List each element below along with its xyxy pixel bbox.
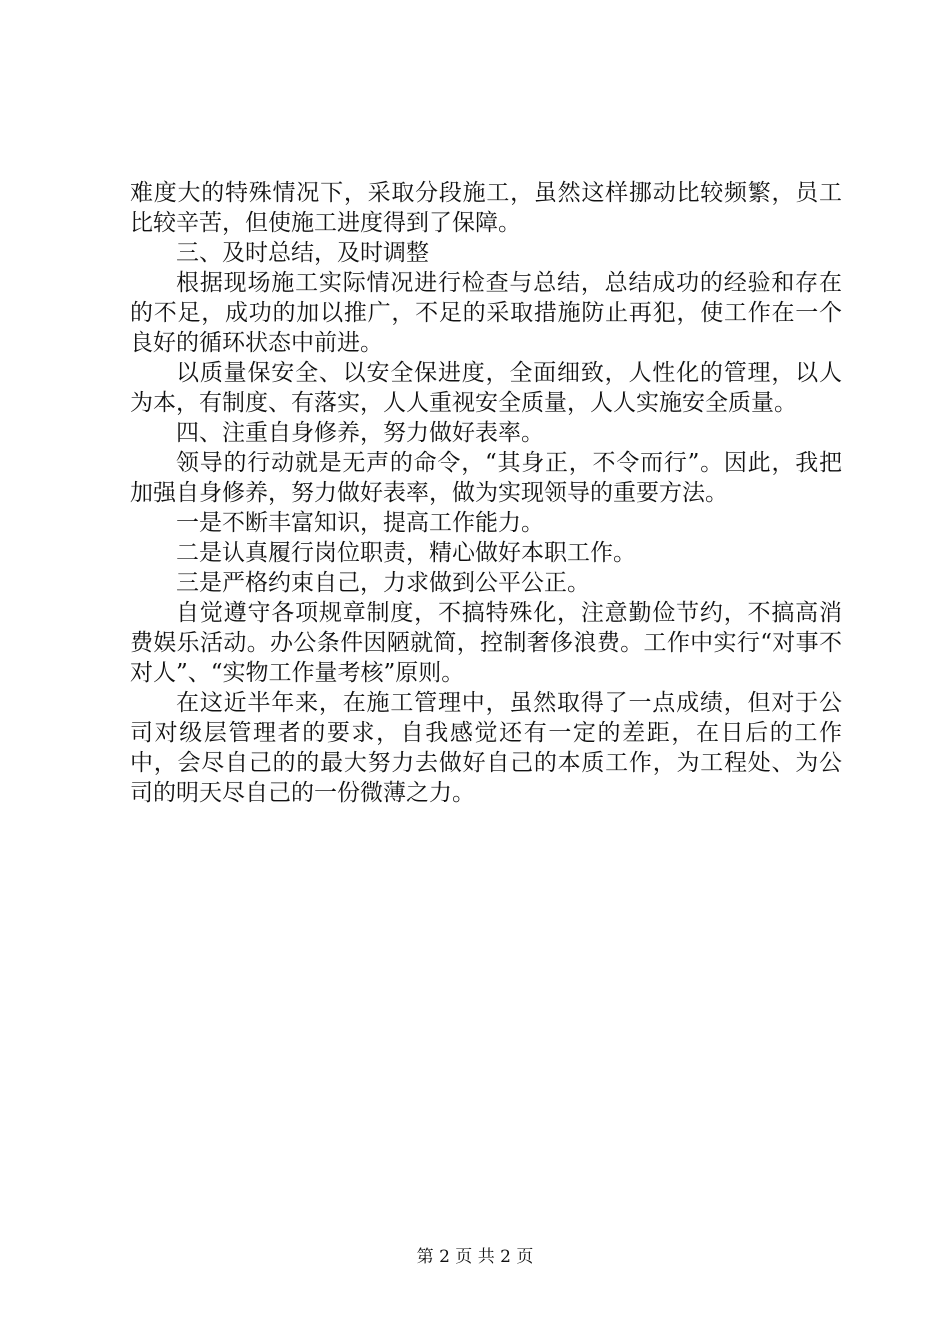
section-heading-3: 三、及时总结，及时调整 bbox=[176, 240, 429, 266]
paragraph: 在这近半年来，在施工管理中，虽然取得了一点成绩，但对于公司对级层管理者的要求，自我感觉还有一定的差距，在日后的工作中，会尽自己的的最大努力去做好自己的本质工作，为工程处、为公司的明天尽自己的一份微薄之力。 bbox=[130, 690, 842, 806]
document-body bbox=[130, 178, 842, 808]
list-item: 一是不断丰富知识，提高工作能力。 bbox=[176, 510, 544, 536]
paragraph-continuation: 难度大的特殊情况下，采取分段施工，虽然这样挪动比较频繁，员工比较辛苦，但使施工进度得到了保障。 bbox=[130, 180, 842, 236]
paragraph: 以质量保安全、以安全保进度，全面细致，人性化的管理，以人为本，有制度、有落实，人人重视安全质量，人人实施安全质量。 bbox=[130, 360, 842, 416]
section-heading-4: 四、注重自身修养，努力做好表率。 bbox=[176, 420, 544, 446]
paragraph: 根据现场施工实际情况进行检查与总结，总结成功的经验和存在的不足，成功的加以推广，不足的采取措施防止再犯，使工作在一个良好的循环状态中前进。 bbox=[130, 270, 842, 356]
paragraph: 领导的行动就是无声的命令，“其身正，不令而行”。因此，我把加强自身修养，努力做好表率，做为实现领导的重要方法。 bbox=[130, 450, 842, 506]
list-item: 三是严格约束自己，力求做到公平公正。 bbox=[176, 570, 590, 596]
paragraph: 自觉遵守各项规章制度，不搞特殊化，注意勤俭节约，不搞高消费娱乐活动。办公条件因陋就简，控制奢侈浪费。工作中实行“对事不对人”、“实物工作量考核”原则。 bbox=[130, 600, 842, 686]
page-footer bbox=[0, 1242, 950, 1267]
page-number-label: 第 2 页 共 2 页 bbox=[416, 1247, 534, 1267]
list-item: 二是认真履行岗位职责，精心做好本职工作。 bbox=[176, 540, 636, 566]
